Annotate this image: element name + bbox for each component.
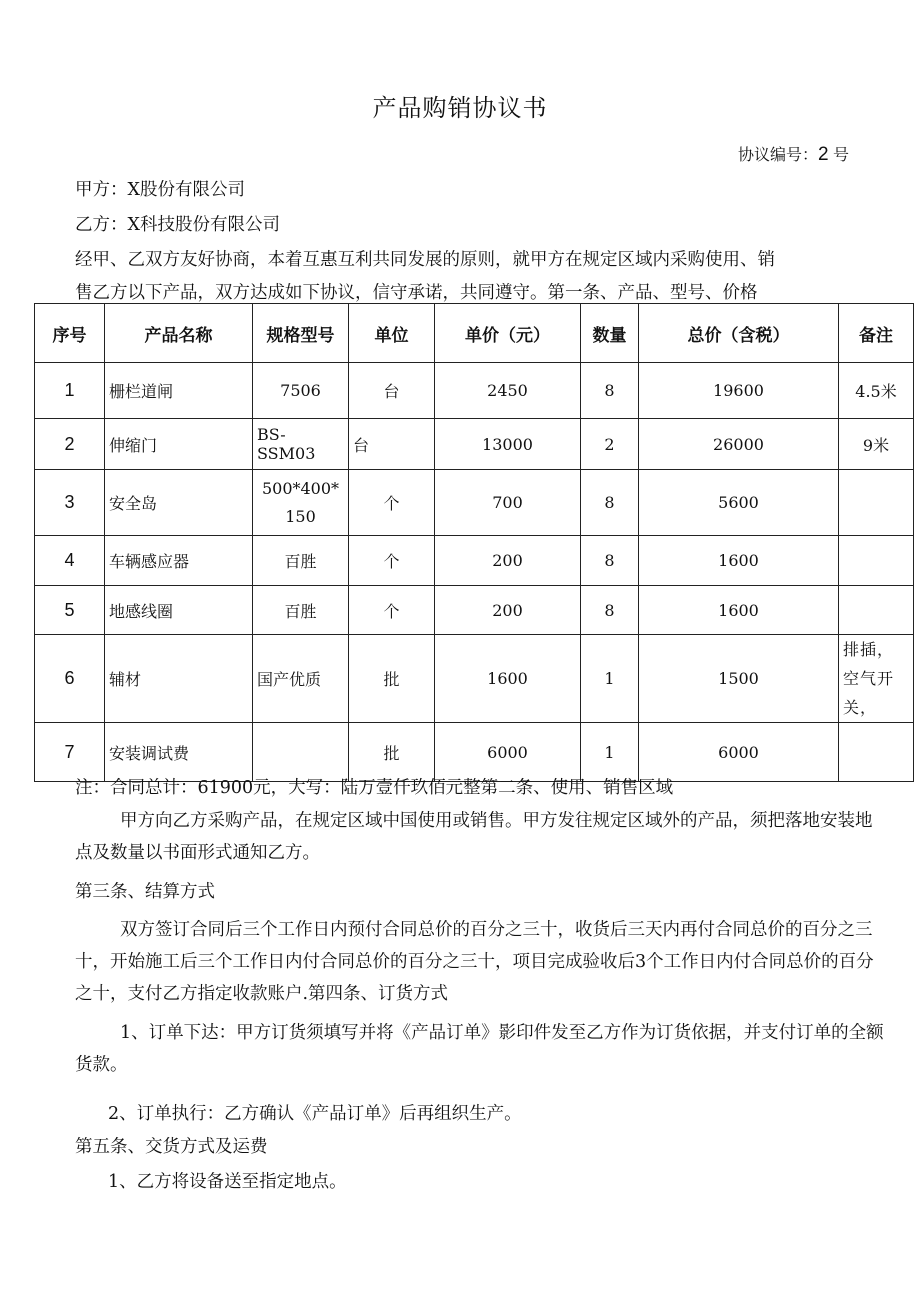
cell-qty: 8: [581, 470, 639, 536]
table-row: [35, 635, 914, 723]
cell-name: 栅栏道闸: [105, 363, 253, 419]
table-row: [35, 470, 914, 536]
table-row: [35, 536, 914, 586]
cell-name: 伸缩门: [105, 419, 253, 470]
article-2-text: 甲方向乙方采购产品，在规定区域中国使用或销售。甲方发往规定区域外的产品，须把落地安装地点及数量以书面形式通知乙方。: [75, 811, 873, 863]
cell-spec: 百胜: [253, 586, 349, 635]
table-row: [35, 723, 914, 782]
article-3-text: 双方签订合同后三个工作日内预付合同总价的百分之三十，收货后三天内再付合同总价的百分之三十，开始施工后三个工作日内付合同总价的百分之三十，项目完成验收后3个工作日内付合同总价的百分之十，支付乙方指定收款账户.第四条、订货方式: [75, 920, 874, 1004]
cell-no: 5: [35, 586, 105, 635]
contract-total-note: 注：合同总计：61900元，大写：陆万壹仟玖佰元整第二条、使用、销售区域: [75, 778, 674, 798]
cell-name: 车辆感应器: [105, 536, 253, 586]
product-table: [34, 303, 914, 782]
cell-total: 6000: [639, 723, 839, 782]
cell-unit: 个: [349, 536, 435, 586]
header-no: 序号: [35, 304, 105, 363]
cell-spec: 国产优质: [253, 635, 349, 723]
cell-name: 辅材: [105, 635, 253, 723]
cell-name: 安装调试费: [105, 723, 253, 782]
cell-price: 700: [435, 470, 581, 536]
cell-spec: BS-SSM03: [253, 419, 349, 470]
party-b: 乙方：X科技股份有限公司: [75, 215, 280, 235]
header-price: 单价（元）: [435, 304, 581, 363]
cell-spec: [253, 723, 349, 782]
cell-qty: 1: [581, 635, 639, 723]
cell-remark: [839, 723, 914, 782]
article-3-title: 第三条、结算方式: [75, 882, 215, 902]
article-4-item-1: 1、订单下达：甲方订货须填写并将《产品订单》影印件发至乙方作为订货依据，并支付订单的全额货款。: [75, 1023, 884, 1075]
cell-unit: 批: [349, 635, 435, 723]
cell-price: 13000: [435, 419, 581, 470]
cell-unit: 批: [349, 723, 435, 782]
intro-line-2: 售乙方以下产品，双方达成如下协议，信守承诺，共同遵守。第一条、产品、型号、价格: [75, 283, 758, 303]
cell-remark: 4.5米: [839, 363, 914, 419]
cell-no: 3: [35, 470, 105, 536]
cell-remark: [839, 470, 914, 536]
table-row: [35, 586, 914, 635]
header-name: 产品名称: [105, 304, 253, 363]
cell-total: 1500: [639, 635, 839, 723]
cell-remark: [839, 536, 914, 586]
cell-remark: 9米: [839, 419, 914, 470]
header-total: 总价（含税）: [639, 304, 839, 363]
cell-qty: 2: [581, 419, 639, 470]
cell-total: 5600: [639, 470, 839, 536]
cell-no: 2: [35, 419, 105, 470]
agreement-number-label: 协议编号：: [738, 147, 819, 164]
cell-unit: 个: [349, 470, 435, 536]
header-spec: 规格型号: [253, 304, 349, 363]
cell-qty: 1: [581, 723, 639, 782]
cell-qty: 8: [581, 536, 639, 586]
table-row: [35, 363, 914, 419]
cell-price: 1600: [435, 635, 581, 723]
cell-no: 7: [35, 723, 105, 782]
cell-unit: 台: [349, 419, 435, 470]
cell-remark: 排插，空气开关，: [839, 635, 914, 723]
header-qty: 数量: [581, 304, 639, 363]
cell-unit: 个: [349, 586, 435, 635]
agreement-number: [738, 142, 849, 166]
cell-no: 6: [35, 635, 105, 723]
article-5-item-1: 1、乙方将设备送至指定地点。: [108, 1172, 347, 1192]
agreement-number-value: 2: [818, 144, 829, 165]
cell-price: 6000: [435, 723, 581, 782]
cell-total: 1600: [639, 536, 839, 586]
agreement-number-suffix: 号: [833, 147, 850, 164]
document-title: 产品购销协议书: [372, 94, 548, 122]
cell-spec: 百胜: [253, 536, 349, 586]
table-row: [35, 419, 914, 470]
cell-unit: 台: [349, 363, 435, 419]
cell-spec: 7506: [253, 363, 349, 419]
cell-name: 安全岛: [105, 470, 253, 536]
cell-total: 19600: [639, 363, 839, 419]
cell-total: 1600: [639, 586, 839, 635]
cell-price: 200: [435, 586, 581, 635]
intro-line-1: 经甲、乙双方友好协商，本着互惠互利共同发展的原则，就甲方在规定区域内采购使用、销: [75, 250, 775, 270]
cell-price: 200: [435, 536, 581, 586]
article-5-title: 第五条、交货方式及运费: [75, 1137, 268, 1157]
cell-remark: [839, 586, 914, 635]
cell-price: 2450: [435, 363, 581, 419]
party-a: 甲方：X股份有限公司: [75, 180, 245, 200]
cell-spec: 500*400*150: [253, 470, 349, 536]
cell-name: 地感线圈: [105, 586, 253, 635]
table-header-row: [35, 304, 914, 363]
cell-no: 1: [35, 363, 105, 419]
header-remark: 备注: [839, 304, 914, 363]
cell-total: 26000: [639, 419, 839, 470]
cell-qty: 8: [581, 363, 639, 419]
article-4-item-2: 2、订单执行：乙方确认《产品订单》后再组织生产。: [108, 1104, 522, 1124]
header-unit: 单位: [349, 304, 435, 363]
cell-no: 4: [35, 536, 105, 586]
cell-qty: 8: [581, 586, 639, 635]
